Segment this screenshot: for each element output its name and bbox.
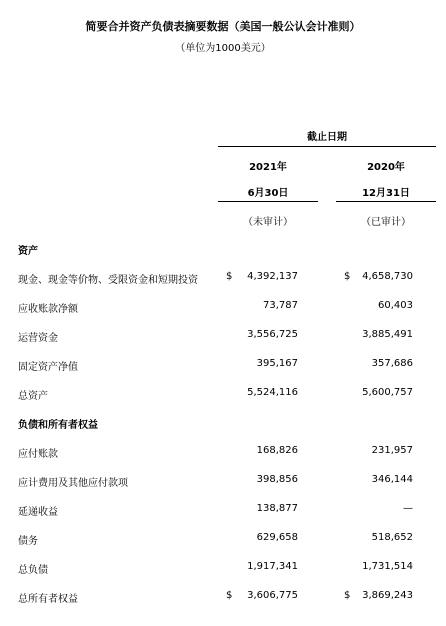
col1-audit-note: （未审计） xyxy=(243,217,293,228)
row-value-2021: 168,826 xyxy=(256,445,298,456)
row-value-2021: 4,392,137 xyxy=(247,271,298,282)
row-value-2021: 1,917,341 xyxy=(247,561,298,572)
row-label: 总所有者权益 xyxy=(18,594,78,605)
section-assets: 资产 xyxy=(18,246,38,257)
row-label: 现金、现金等价物、受限资金和短期投资 xyxy=(18,275,198,286)
row-value-2020: 3,885,491 xyxy=(362,329,413,340)
row-value-2020: 4,658,730 xyxy=(362,271,413,282)
row-label: 总资产 xyxy=(18,391,48,402)
row-value-2020: 346,144 xyxy=(371,474,413,485)
row-value-2020: — xyxy=(403,503,413,514)
col2-year: 2020年 xyxy=(367,162,405,173)
section-liabilities-equity: 负债和所有者权益 xyxy=(18,420,98,431)
col1-date: 6月30日 xyxy=(247,188,289,199)
row-value-2020: 3,869,243 xyxy=(362,590,413,601)
row-label: 债务 xyxy=(18,536,38,547)
row-value-2020: 60,403 xyxy=(378,300,413,311)
row-label: 应计费用及其他应付款项 xyxy=(18,478,128,489)
row-label: 固定资产净值 xyxy=(18,362,78,373)
col1-header-rule xyxy=(218,201,318,202)
row-value-2020: 5,600,757 xyxy=(362,387,413,398)
units-subtitle: （单位为1000美元） xyxy=(175,43,271,54)
row-label: 运营资金 xyxy=(18,333,58,344)
row-currency-2020: $ xyxy=(344,271,351,282)
row-value-2021: 73,787 xyxy=(263,300,298,311)
row-value-2021: 629,658 xyxy=(256,532,298,543)
row-value-2021: 138,877 xyxy=(256,503,298,514)
col2-header-rule xyxy=(336,201,436,202)
row-value-2020: 231,957 xyxy=(371,445,413,456)
row-currency-2021: $ xyxy=(226,271,233,282)
row-value-2021: 395,167 xyxy=(256,358,298,369)
row-currency-2020: $ xyxy=(344,590,351,601)
row-label: 总负债 xyxy=(18,565,48,576)
row-value-2021: 398,856 xyxy=(256,474,298,485)
row-value-2020: 357,686 xyxy=(371,358,413,369)
col2-date: 12月31日 xyxy=(362,188,410,199)
row-currency-2021: $ xyxy=(226,590,233,601)
row-value-2021: 5,524,116 xyxy=(247,387,298,398)
row-value-2021: 3,606,775 xyxy=(247,590,298,601)
row-value-2020: 1,731,514 xyxy=(362,561,413,572)
col1-year: 2021年 xyxy=(249,162,287,173)
row-value-2021: 3,556,725 xyxy=(247,329,298,340)
header-group-rule xyxy=(218,146,436,147)
row-value-2020: 518,652 xyxy=(371,532,413,543)
col2-audit-note: （已审计） xyxy=(361,217,411,228)
row-label: 延递收益 xyxy=(18,507,58,518)
row-label: 应付账款 xyxy=(18,449,58,460)
document-title: 简要合并资产负债表摘要数据（美国一般公认会计准则） xyxy=(85,20,361,33)
row-label: 应收账款净额 xyxy=(18,304,78,315)
header-as-of-date: 截止日期 xyxy=(307,132,347,143)
